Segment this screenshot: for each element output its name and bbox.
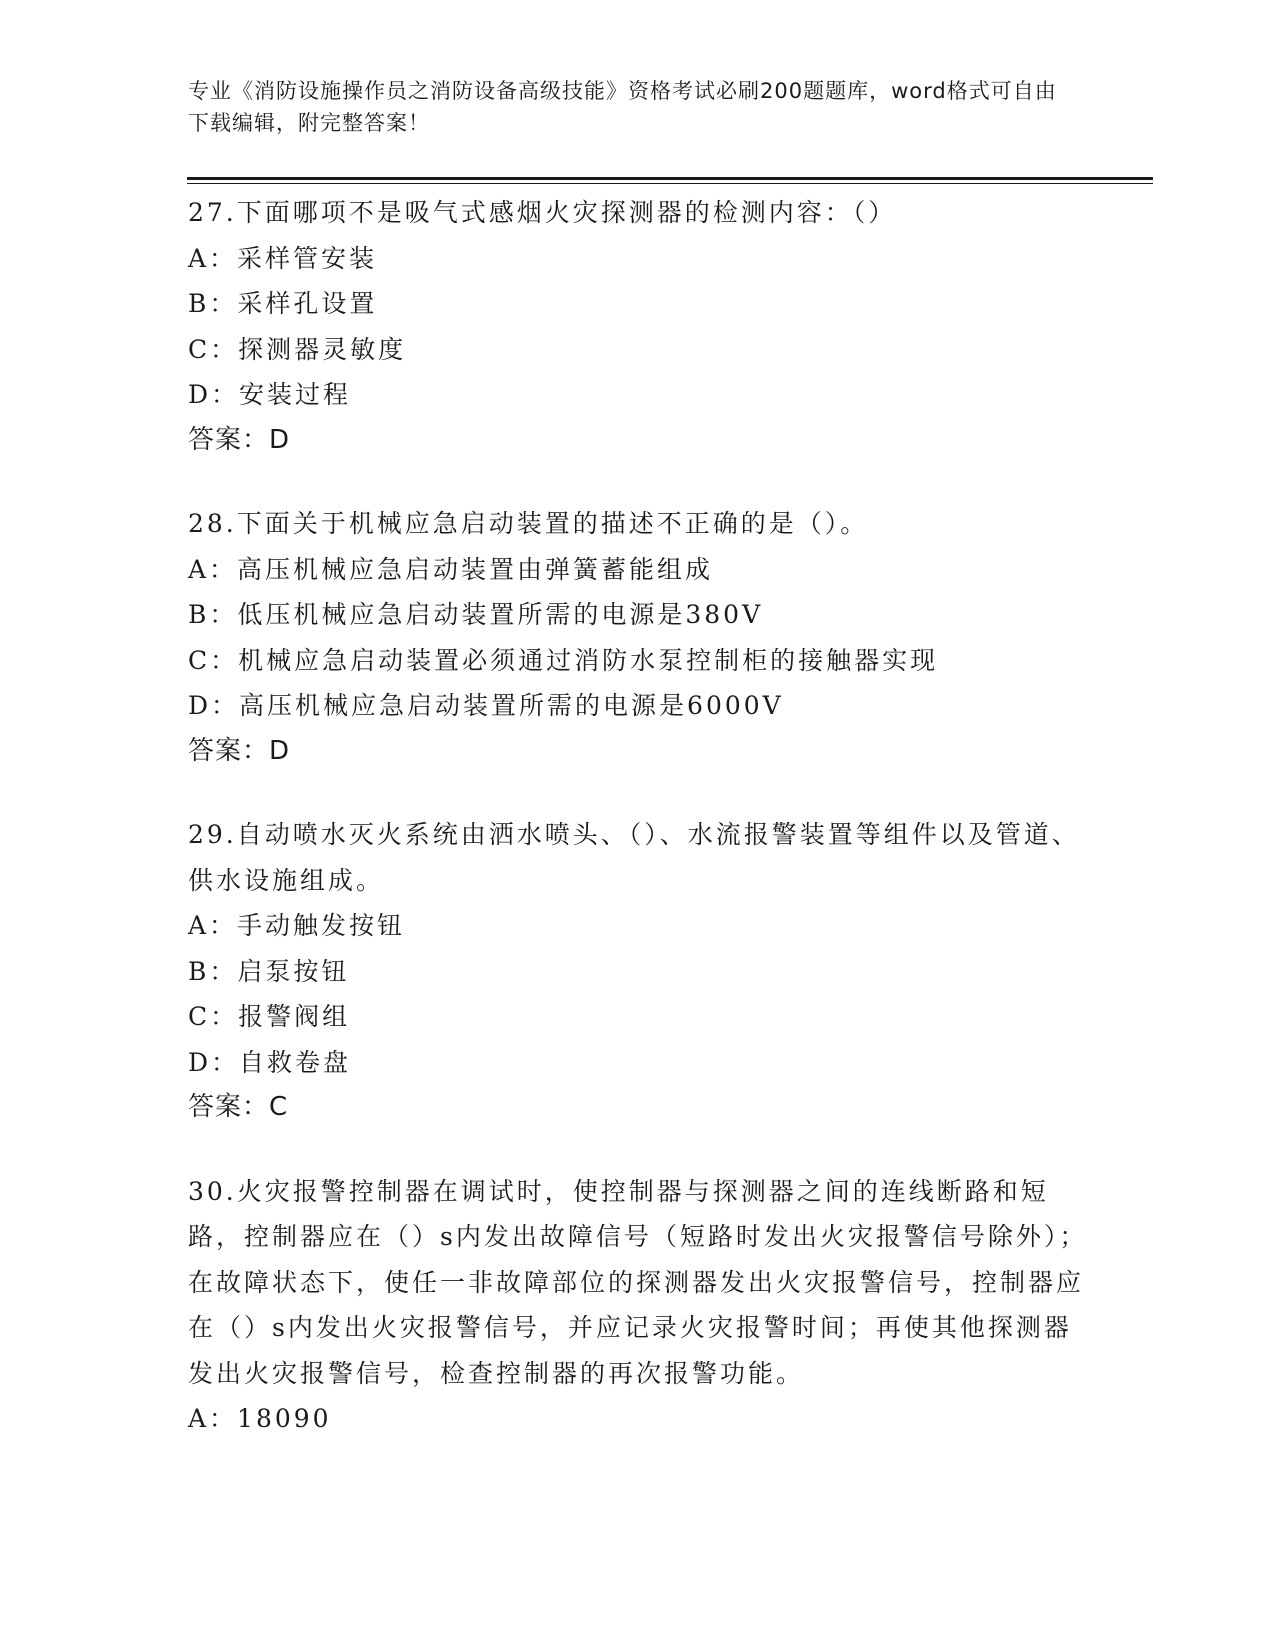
option-d: D：自救卷盘	[188, 1047, 352, 1077]
answer-text: 答案：C	[188, 1092, 289, 1122]
option-d: D：高压机械应急启动装置所需的电源是6000V	[188, 691, 784, 720]
option-b: B：启泵按钮	[188, 956, 350, 986]
answer-text: 答案：D	[188, 735, 291, 766]
option-d: D：安装过程	[188, 380, 352, 409]
answer-text: 答案：D	[188, 424, 291, 455]
option-b: B：低压机械应急启动装置所需的电源是380V	[188, 600, 764, 629]
header-divider-thin	[187, 183, 1153, 184]
option-a: A：高压机械应急启动装置由弹簧蓄能组成	[188, 554, 714, 584]
option-a: A：采样管安装	[188, 243, 378, 273]
question-29	[188, 812, 1088, 1131]
question-text: 28.下面关于机械应急启动装置的描述不正确的是（）。	[188, 509, 869, 538]
option-b: B：采样孔设置	[188, 289, 378, 318]
option-c: C：机械应急启动装置必须通过消防水泵控制柜的接触器实现	[188, 645, 939, 675]
question-list	[188, 190, 1088, 1480]
option-c: C：探测器灵敏度	[188, 334, 407, 364]
question-text: 27.下面哪项不是吸气式感烟火灾探测器的检测内容：（）	[188, 198, 897, 227]
option-c: C：报警阀组	[188, 1002, 351, 1031]
header-divider-thick	[187, 177, 1153, 180]
question-text: 29.自动喷水灭火系统由洒水喷头、（）、水流报警装置等组件以及管道、供水设施组成。	[188, 820, 1080, 895]
question-27	[188, 190, 1088, 463]
option-a: A：手动触发按钮	[188, 911, 406, 940]
option-a: A：18090	[188, 1404, 332, 1433]
question-30	[188, 1169, 1088, 1442]
document-header: 专业《消防设施操作员之消防设备高级技能》资格考试必刷200题题库，word格式可自由下载编辑，附完整答案！	[188, 79, 1057, 135]
question-28	[188, 501, 1088, 774]
question-text: 30.火灾报警控制器在调试时，使控制器与探测器之间的连线断路和短路，控制器应在（）s内发出故障信号（短路时发出火灾报警信号除外）；在故障状态下，使任一非故障部位的探测器发出火灾报警信号，控制器应在（）s内发出火灾报警信号，并应记录火灾报警时间；再使其他探测器发出火灾报警信号，检查控制器的再次报警功能。	[188, 1176, 1088, 1388]
